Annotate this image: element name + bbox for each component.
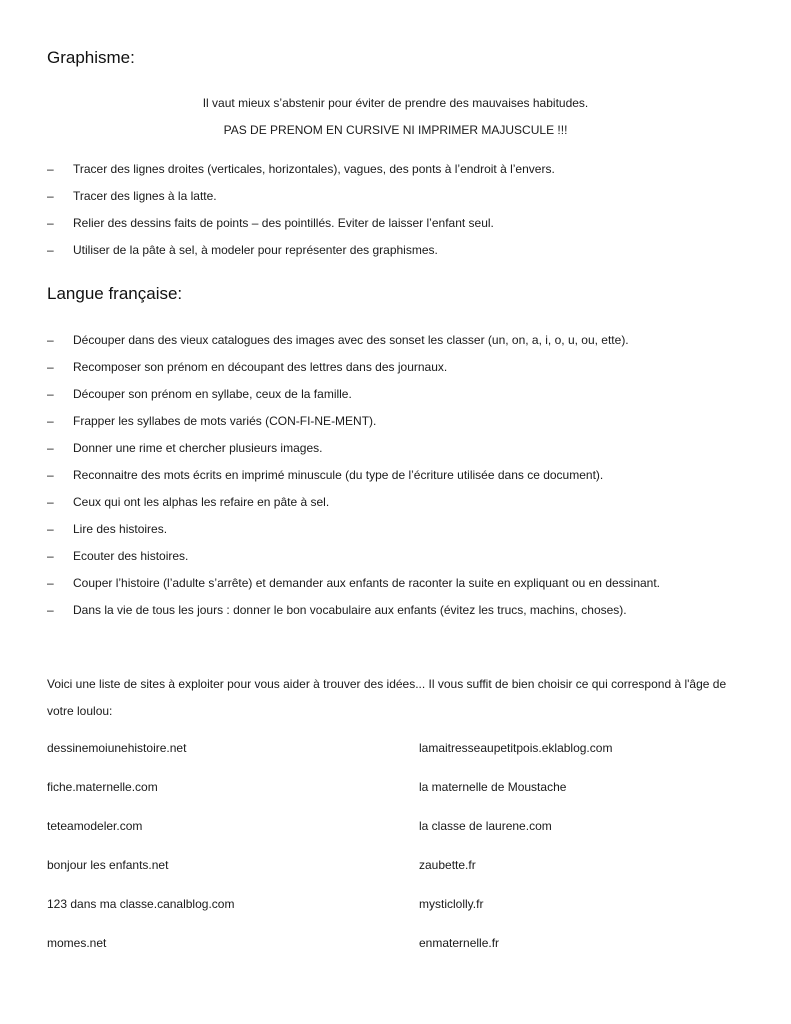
dash-bullet: – (47, 468, 54, 482)
site-left: fiche.maternelle.com (47, 780, 158, 794)
list-item: – Couper l’histoire (l’adulte s’arrête) et demander aux enfants de raconter la suite en expliquant ou en dessinant. (47, 576, 661, 590)
site-row (47, 936, 747, 975)
site-right: enmaternelle.fr (419, 936, 500, 950)
dash-bullet: – (47, 189, 54, 203)
site-right: la maternelle de Moustache (419, 780, 567, 794)
dash-bullet: – (47, 387, 54, 401)
site-right: la classe de laurene.com (419, 819, 552, 833)
list-item: – Frapper les syllabes de mots variés (CON-FI-NE-MENT). (47, 414, 377, 428)
site-right: zaubette.fr (419, 858, 476, 872)
site-right: lamaitresseaupetitpois.eklablog.com (419, 741, 613, 755)
list-item: – Dans la vie de tous les jours : donner le bon vocabulaire aux enfants (évitez les trucs, machins, choses). (47, 603, 627, 617)
site-left: 123 dans ma classe.canalblog.com (47, 897, 235, 911)
dash-bullet: – (47, 603, 54, 617)
site-left: teteamodeler.com (47, 819, 143, 833)
site-right: mysticlolly.fr (419, 897, 484, 911)
graphisme-intro-line-1: Il vaut mieux s’abstenir pour éviter de prendre des mauvaises habitudes. (202, 96, 589, 110)
dash-bullet: – (47, 333, 54, 347)
list-item: – Relier des dessins faits de points – des pointillés. Eviter de laisser l’enfant seul. (47, 216, 494, 230)
dash-bullet: – (47, 243, 54, 257)
list-item: – Ceux qui ont les alphas les refaire en pâte à sel. (47, 495, 330, 509)
sites-intro: Voici une liste de sites à exploiter pour vous aider à trouver des idées... Il vous suffit de bien choisir ce qui correspond à l'âge de votre loulou: (47, 677, 727, 718)
graphisme-intro-line-2: PAS DE PRENOM EN CURSIVE NI IMPRIMER MAJUSCULE !!! (223, 123, 568, 137)
site-left: dessinemoiunehistoire.net (47, 741, 187, 755)
dash-bullet: – (47, 495, 54, 509)
graphisme-heading: Graphisme: (47, 48, 135, 67)
langue-heading: Langue française: (47, 284, 183, 303)
site-row (47, 780, 747, 819)
site-row (47, 741, 747, 780)
graphisme-list (47, 162, 767, 270)
dash-bullet: – (47, 162, 54, 176)
list-item: – Tracer des lignes droites (verticales, horizontales), vagues, des ponts à l’endroit à l’envers. (47, 162, 555, 176)
list-item: – Ecouter des histoires. (47, 549, 189, 563)
list-item: – Découper dans des vieux catalogues des images avec des sonset les classer (un, on, a, i, o, u, ou, ette). (47, 333, 629, 347)
list-item: – Tracer des lignes à la latte. (47, 189, 217, 203)
site-row (47, 897, 747, 936)
list-item: – Découper son prénom en syllabe, ceux de la famille. (47, 387, 352, 401)
dash-bullet: – (47, 549, 54, 563)
dash-bullet: – (47, 576, 54, 590)
list-item: – Donner une rime et chercher plusieurs images. (47, 441, 323, 455)
site-left: momes.net (47, 936, 107, 950)
langue-list (47, 333, 767, 630)
sites-list (47, 741, 747, 975)
dash-bullet: – (47, 522, 54, 536)
dash-bullet: – (47, 360, 54, 374)
site-row (47, 819, 747, 858)
dash-bullet: – (47, 216, 54, 230)
site-row (47, 858, 747, 897)
list-item: – Recomposer son prénom en découpant des lettres dans des journaux. (47, 360, 448, 374)
list-item: – Lire des histoires. (47, 522, 168, 536)
list-item: – Utiliser de la pâte à sel, à modeler pour représenter des graphismes. (47, 243, 438, 257)
list-item: – Reconnaitre des mots écrits en imprimé minuscule (du type de l’écriture utilisée dans ce document). (47, 468, 604, 482)
site-left: bonjour les enfants.net (47, 858, 169, 872)
dash-bullet: – (47, 414, 54, 428)
dash-bullet: – (47, 441, 54, 455)
